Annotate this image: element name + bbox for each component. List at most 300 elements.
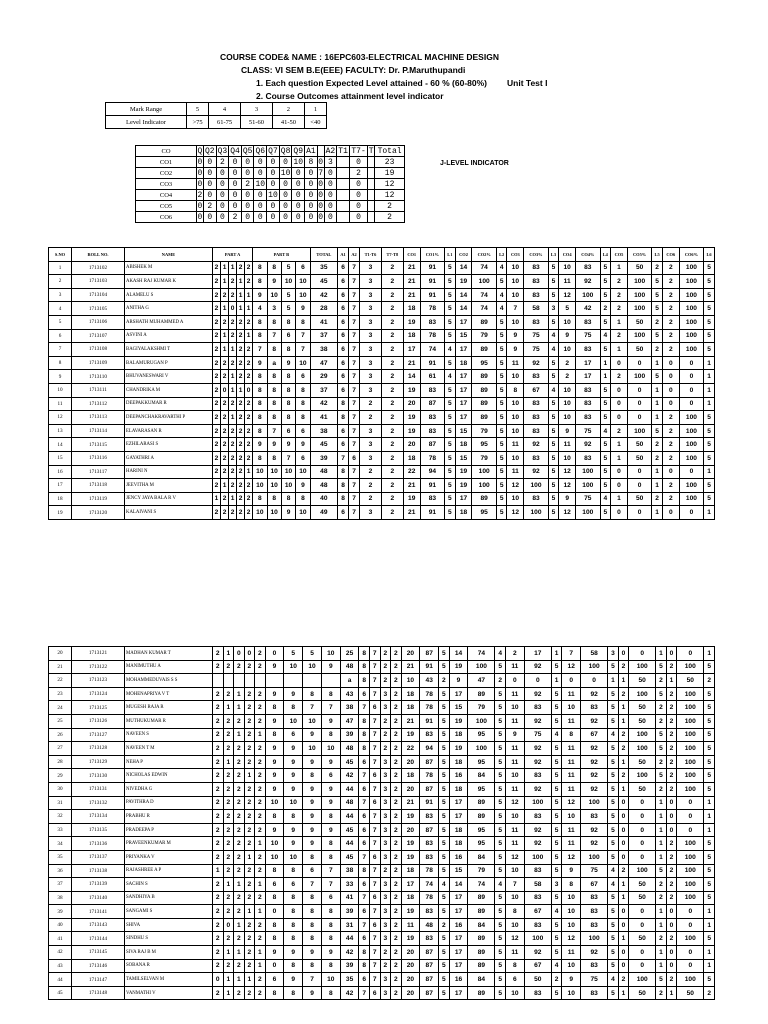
student-name: ALAMELU S [125,288,213,302]
header-cell: L3 [548,248,559,262]
mark-cell: 18 [455,506,472,520]
mark-cell: 2 [551,973,562,987]
table-row [49,810,715,824]
mark-cell: 41 [340,891,359,905]
co-value: 0 [292,179,305,190]
mark-cell: 5 [495,864,506,878]
mark-cell: 7 [370,742,381,756]
mark-cell: 5 [548,438,559,452]
mark-cell: 9 [265,714,284,728]
co-value: 0 [197,212,203,222]
mark-cell: 2 [237,261,245,275]
mark-cell: 1 [666,986,677,1000]
mark-cell: 0 [627,465,651,479]
mark-cell: 78 [420,302,444,316]
co-value: 0 [324,179,337,190]
mark-cell: 2 [213,878,224,892]
mark-cell: 2 [244,782,255,796]
mark-cell: 2 [381,506,403,520]
mark-cell: 10 [303,742,322,756]
mark-cell: 2 [213,742,224,756]
roll-number: 1713136 [72,837,125,851]
mark-cell: 4 [600,424,611,438]
mark-cell: 2 [237,424,245,438]
mark-cell: 42 [340,769,359,783]
mark-cell: 8 [281,411,295,425]
mark-cell: 2 [391,823,402,837]
co-value: 7 [318,168,324,178]
mark-cell: 0 [629,810,656,824]
mark-cell: 2 [666,891,677,905]
mark-cell: 8 [267,343,281,357]
mark-cell: 4 [608,728,619,742]
mark-cell: 8 [321,687,340,701]
mark-cell: 7 [349,275,360,289]
mark-cell: 11 [562,687,581,701]
mark-cell: 83 [420,837,439,851]
mark-cell: 5 [495,946,506,960]
mark-cell: 2 [213,383,221,397]
mark-cell: 0 [611,383,628,397]
mark-cell: 4 [608,864,619,878]
mark-cell: 89 [468,986,495,1000]
mark-cell: 1 [656,810,667,824]
mark-cell: 5 [600,465,611,479]
mark-cell: 2 [380,946,391,960]
mark-cell: 16 [449,850,468,864]
mark-cell: 5 [496,451,507,465]
mark-cell: 9 [265,769,284,783]
mark-cell: 2 [381,261,403,275]
mark-cell: 83 [420,850,439,864]
co-value: 0 [197,157,203,167]
mark-cell: 5 [551,823,562,837]
mark-cell: 7 [349,288,360,302]
co-value: 0 [229,168,242,179]
mark-cell: 5 [704,261,715,275]
mark-cell: 2 [213,343,221,357]
mark-cell: 2 [213,810,224,824]
mark-cell: 3 [380,755,391,769]
mark-cell: 50 [629,986,656,1000]
mark-cell: 47 [468,674,495,688]
mark-cell: 95 [472,506,496,520]
table-row [49,782,715,796]
mark-cell: 50 [629,932,656,946]
mark-cell: 17 [524,647,551,661]
mark-cell: 83 [576,397,600,411]
mark-cell: 89 [468,796,495,810]
mark-cell: 5 [495,973,506,987]
mark-cell: 7 [349,315,360,329]
mark-cell: 1 [234,878,245,892]
mark-cell: 5 [495,728,506,742]
level-cell: 3 [241,103,273,116]
mark-cell: 78 [420,451,444,465]
mark-cell: 10 [265,850,284,864]
mark-cell: 2 [255,810,266,824]
mark-cell: 3 [267,302,281,316]
mark-cell: 0 [618,796,629,810]
mark-cell: 100 [677,891,704,905]
mark-cell: 7 [303,878,322,892]
mark-cell: 5 [439,837,450,851]
table-row [49,674,715,688]
roll-number: 1713122 [72,660,125,674]
mark-cell: 9 [559,424,576,438]
mark-cell: 2 [213,424,221,438]
mark-cell: 2 [666,714,677,728]
mark-cell: 11 [505,742,524,756]
mark-cell: 5 [600,438,611,452]
mark-cell: 100 [472,275,496,289]
mark-cell: 2 [360,465,382,479]
class-faculty: CLASS: VI SEM B.E(EEE) FACULTY: Dr. P.Maruthupandi [241,65,466,75]
mark-cell: 2 [234,660,245,674]
mark-cell: 5 [496,383,507,397]
co-label: CO3 [136,179,197,190]
co-value: 0 [279,179,292,190]
mark-cell: 89 [468,891,495,905]
co-row [136,168,405,179]
mark-cell: 2 [234,823,245,837]
mark-cell: 2 [213,823,224,837]
co-value: 0 [254,157,267,168]
mark-cell: 2 [237,397,245,411]
mark-cell: 100 [629,973,656,987]
mark-cell: 7 [321,701,340,715]
mark-cell: 5 [445,315,456,329]
mark-cell: 9 [281,438,295,452]
mark-cell: 22 [403,465,420,479]
mark-cell: 2 [618,687,629,701]
mark-cell: 2 [618,973,629,987]
mark-cell: 7 [253,343,267,357]
mark-cell: 2 [391,864,402,878]
serial-number: 26 [49,728,72,742]
mark-cell: 2 [666,701,677,715]
serial-number: 22 [49,674,72,688]
mark-cell: 6 [281,424,295,438]
mark-cell: 2 [391,850,402,864]
mark-cell: 5 [551,701,562,715]
mark-cell: 11 [505,687,524,701]
mark-cell: 8 [265,810,284,824]
co-header-cell: T1 [338,146,348,156]
mark-cell: 12 [505,932,524,946]
mark-cell: 2 [237,438,245,452]
co-header-cell: Q [197,146,203,156]
co-value: 0 [318,179,324,189]
co-header-cell: T7- [351,146,366,156]
mark-cell: 6 [359,837,370,851]
mark-cell: 2 [245,424,253,438]
mark-cell: 8 [303,891,322,905]
mark-cell: 2 [381,438,403,452]
mark-cell: 5 [551,810,562,824]
mark-cell: 4 [600,329,611,343]
mark-cell: 83 [576,315,600,329]
mark-cell: 5 [600,343,611,357]
mark-cell: 2 [229,288,237,302]
mark-cell: 1 [229,370,237,384]
student-name: HARINI N [125,465,213,479]
co-label: CO2 [136,168,197,179]
mark-cell: 10 [507,275,524,289]
mark-cell: 7 [370,946,381,960]
unit-test-label: Unit Test I [507,78,548,88]
mark-cell: 0 [229,302,237,316]
mark-cell [213,674,224,688]
mark-cell: 0 [629,905,656,919]
mark-cell: 83 [581,701,608,715]
table-row [49,837,715,851]
co-header-cell: Q6 [255,146,266,156]
mark-cell: 7 [267,424,281,438]
mark-cell: 5 [704,769,715,783]
mark-cell: 10 [559,383,576,397]
mark-cell: 2 [221,356,229,370]
mark-cell: 2 [244,660,255,674]
mark-cell: 0 [666,959,677,973]
mark-cell: 8 [321,918,340,932]
mark-cell: 10 [505,769,524,783]
roll-number: 1713113 [72,411,125,425]
mark-cell: 5 [704,782,715,796]
mark-cell: 7 [349,411,360,425]
mark-cell: 9 [321,782,340,796]
serial-number: 27 [49,742,72,756]
level-row-label: Level Indicator [106,116,187,129]
mark-cell: 100 [677,755,704,769]
mark-cell: 2 [221,424,229,438]
mark-cell: 2 [666,878,677,892]
mark-cell: 100 [677,660,704,674]
mark-cell: 79 [468,701,495,715]
mark-cell: 92 [524,837,551,851]
mark-cell: 41 [310,411,337,425]
mark-cell: 2 [662,343,679,357]
serial-number: 45 [49,986,72,1000]
mark-cell: 2 [611,275,628,289]
mark-cell: 0 [618,823,629,837]
co-value [368,212,375,223]
mark-cell: 5 [600,275,611,289]
mark-cell: 8 [265,986,284,1000]
mark-cell: 5 [551,742,562,756]
mark-cell: 2 [255,782,266,796]
co-value: 0 [197,168,203,178]
mark-cell: 8 [253,275,267,289]
mark-cell: 3 [360,275,382,289]
mark-cell: 100 [472,479,496,493]
mark-cell: 100 [627,275,651,289]
mark-cell: 2 [611,329,628,343]
serial-number: 25 [49,714,72,728]
co-value: 10 [268,190,278,200]
mark-cell: 83 [524,411,548,425]
mark-cell: 1 [704,397,715,411]
mark-cell: 5 [445,383,456,397]
mark-cell: 0 [629,647,656,661]
mark-cell: 2 [245,451,253,465]
mark-cell: 2 [245,479,253,493]
co-value: 0 [216,190,229,201]
mark-cell: 5 [608,837,619,851]
mark-cell: 2 [255,755,266,769]
mark-cell: 10 [559,315,576,329]
mark-cell: 83 [524,891,551,905]
mark-cell: 18 [449,823,468,837]
mark-cell: 7 [296,329,310,343]
co-value: 12 [375,179,405,190]
mark-cell: 1 [551,647,562,661]
mark-cell: 84 [468,769,495,783]
student-marks-table-page2 [48,646,715,1000]
mark-cell: 2 [223,959,234,973]
mark-cell: 83 [524,492,548,506]
mark-cell: 2 [234,714,245,728]
mark-cell: 100 [677,782,704,796]
mark-cell: 0 [627,397,651,411]
mark-cell: 9 [284,837,303,851]
mark-cell: 5 [704,864,715,878]
mark-cell: 7 [370,660,381,674]
mark-cell: 2 [255,742,266,756]
mark-cell: 5 [496,438,507,452]
mark-cell: 10 [267,465,281,479]
mark-cell: 2 [234,810,245,824]
co-label: CO6 [136,212,197,223]
mark-cell: 50 [677,674,704,688]
mark-cell: 8 [321,932,340,946]
mark-cell: 8 [267,411,281,425]
mark-cell: a [340,674,359,688]
mark-cell: 89 [472,411,496,425]
mark-cell: 2 [245,315,253,329]
mark-cell: 10 [507,370,524,384]
mark-cell: 100 [677,742,704,756]
serial-number: 39 [49,905,72,919]
mark-cell: 100 [627,424,651,438]
serial-number: 1 [49,261,72,275]
mark-cell: 1 [221,343,229,357]
mark-cell: 5 [656,660,667,674]
mark-cell: 18 [449,755,468,769]
mark-cell: 2 [391,905,402,919]
mark-cell: 8 [267,492,281,506]
mark-cell: 1 [223,647,234,661]
mark-cell: 8 [303,959,322,973]
mark-cell: 8 [267,383,281,397]
mark-cell: 2 [662,479,679,493]
mark-cell: 8 [505,905,524,919]
co-value: 0 [254,201,267,212]
mark-cell: 7 [349,465,360,479]
mark-cell: 92 [576,275,600,289]
roll-number: 1713111 [72,383,125,397]
mark-cell: 17 [449,986,468,1000]
mark-cell: 5 [551,769,562,783]
mark-cell: 5 [439,755,450,769]
mark-cell: 2 [229,465,237,479]
mark-cell: 5 [704,438,715,452]
table-row [49,302,715,316]
mark-cell: 7 [370,728,381,742]
mark-cell: 2 [255,796,266,810]
mark-cell: 5 [548,275,559,289]
mark-cell: 3 [360,506,382,520]
mark-cell: 5 [600,506,611,520]
mark-cell: 2 [381,397,403,411]
mark-cell: 5 [652,329,663,343]
mark-cell: 2 [618,742,629,756]
mark-cell: 79 [472,329,496,343]
level-cell: >75 [187,116,209,129]
level-cell: 5 [187,103,209,116]
co-value: 0 [292,201,305,212]
mark-cell: 50 [627,343,651,357]
roll-number: 1713144 [72,932,125,946]
header-sno: S.NO [49,248,72,262]
mark-cell: 1 [223,986,234,1000]
mark-cell: 2 [213,315,221,329]
mark-cell: 0 [618,959,629,973]
mark-cell: 6 [338,506,349,520]
table-row [49,918,715,932]
mark-cell: 5 [445,438,456,452]
mark-cell: 2 [618,728,629,742]
mark-cell: 10 [281,465,295,479]
mark-cell: 6 [284,728,303,742]
mark-cell: 12 [562,932,581,946]
mark-cell: 92 [524,782,551,796]
mark-cell: 2 [439,918,450,932]
mark-cell: 5 [704,973,715,987]
mark-cell: 9 [303,823,322,837]
mark-cell: 50 [629,878,656,892]
mark-cell: 2 [213,959,224,973]
mark-cell: 1 [245,302,253,316]
mark-cell: 2 [666,850,677,864]
co-mark-table [135,145,405,223]
mark-cell: 0 [666,647,677,661]
co-header-cell: Q5 [242,146,253,156]
mark-cell: 18 [401,701,420,715]
mark-cell: 19 [455,275,472,289]
student-name: NEHA P [125,755,213,769]
header-cell: CO4% [576,248,600,262]
co-value: 0 [241,201,254,212]
mark-cell: 0 [662,383,679,397]
mark-cell: 2 [245,411,253,425]
mark-cell: 5 [704,302,715,316]
mark-cell: 0 [679,356,703,370]
level-row [106,103,327,116]
header-cell: L2 [496,248,507,262]
serial-number: 16 [49,465,72,479]
mark-cell: 2 [221,506,229,520]
mark-cell: 39 [340,728,359,742]
mark-cell: 5 [495,687,506,701]
mark-cell: 4 [608,973,619,987]
level-cell: 1 [304,103,326,116]
mark-cell: 19 [401,905,420,919]
co-value: 0 [267,157,280,168]
student-name: JENCY JAYA BALA R V [125,492,213,506]
student-name: NICHOLAS EDWIN [125,769,213,783]
mark-cell: 2 [255,986,266,1000]
